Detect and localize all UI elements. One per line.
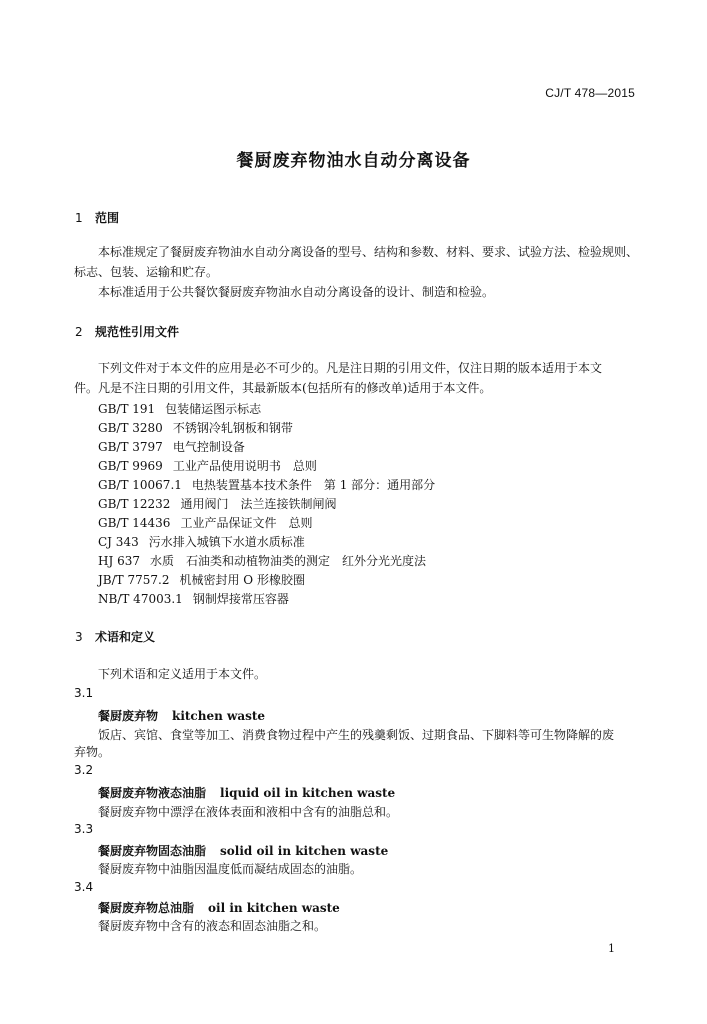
page-number: 1 [608, 942, 615, 955]
standard-code: CJ/T 478—2015 [545, 86, 635, 100]
term-chinese: 餐厨废弃物总油脂 [98, 901, 195, 915]
reference-code: GB/T 12232 [98, 497, 171, 511]
reference-code: GB/T 14436 [98, 516, 171, 530]
term-english: solid oil in kitchen waste [220, 844, 389, 858]
reference-code: GB/T 3797 [98, 440, 163, 454]
term-heading [98, 784, 395, 801]
reference-title: 工业产品保证文件 总则 [180, 516, 313, 530]
reference-title: 水质 石油类和动植物油类的测定 红外分光光度法 [150, 554, 427, 568]
reference-title: 通用阀门 法兰连接铁制闸阀 [180, 497, 337, 511]
reference-title: 机械密封用 O 形橡胶圈 [179, 573, 305, 587]
reference-code: GB/T 10067.1 [98, 478, 182, 492]
term-heading [98, 842, 388, 859]
paragraph-continuation: 标志、包装、运输和贮存。 [74, 265, 219, 279]
reference-title: 污水排入城镇下水道水质标准 [148, 535, 305, 549]
term-chinese: 餐厨废弃物固态油脂 [98, 844, 207, 858]
reference-code: GB/T 191 [98, 402, 156, 416]
reference-title: 钢制焊接常压容器 [192, 592, 289, 606]
reference-title: 电热装置基本技术条件 第 1 部分：通用部分 [191, 478, 436, 492]
reference-item [98, 420, 638, 439]
term-definition: 餐厨废弃物中含有的液态和固态油脂之和。 [98, 919, 327, 933]
term-chinese: 餐厨废弃物液态油脂 [98, 786, 207, 800]
section-title: 范围 [95, 211, 120, 225]
reference-title: 不锈钢冷轧钢板和钢带 [172, 421, 293, 435]
reference-item [98, 458, 638, 477]
section-1-heading [75, 209, 119, 226]
term-english: liquid oil in kitchen waste [220, 786, 396, 800]
reference-code: JB/T 7757.2 [98, 573, 170, 587]
term-definition: 饭店、宾馆、食堂等加工、消费食物过程中产生的残羹剩饭、过期食品、下脚料等可生物降解的废 [98, 728, 615, 742]
paragraph: 本标准规定了餐厨废弃物油水自动分离设备的型号、结构和参数、材料、要求、试验方法、检验规则、 [98, 245, 639, 259]
term-number: 3.1 [74, 686, 94, 700]
section-2-heading [75, 323, 179, 340]
section-number: 3 [75, 630, 83, 644]
paragraph: 本标准适用于公共餐饮餐厨废弃物油水自动分离设备的设计、制造和检验。 [98, 285, 495, 299]
paragraph: 下列文件对于本文件的应用是必不可少的。凡是注日期的引用文件，仅注日期的版本适用于本文 [98, 361, 603, 375]
reference-item [98, 439, 638, 458]
term-definition-continuation: 弃物。 [74, 745, 111, 759]
reference-title: 电气控制设备 [172, 440, 245, 454]
document-title: 餐厨废弃物油水自动分离设备 [236, 151, 471, 171]
term-number: 3.4 [74, 880, 94, 894]
reference-item [98, 553, 638, 572]
section-number: 2 [75, 325, 83, 339]
term-heading [98, 899, 340, 916]
term-number: 3.2 [74, 763, 94, 777]
term-chinese: 餐厨废弃物 [98, 709, 159, 723]
term-english: oil in kitchen waste [208, 901, 340, 915]
term-heading [98, 707, 265, 724]
term-number: 3.3 [74, 822, 94, 836]
reference-item [98, 515, 638, 534]
term-definition: 餐厨废弃物中油脂因温度低而凝结成固态的油脂。 [98, 862, 363, 876]
reference-item [98, 401, 638, 420]
reference-code: GB/T 9969 [98, 459, 163, 473]
reference-code: CJ 343 [98, 535, 139, 549]
term-definition: 餐厨废弃物中漂浮在液体表面和液相中含有的油脂总和。 [98, 805, 399, 819]
term-english: kitchen waste [172, 709, 266, 723]
section-title: 规范性引用文件 [95, 325, 180, 339]
reference-item [98, 477, 638, 496]
reference-item [98, 534, 638, 553]
section-title: 术语和定义 [95, 630, 156, 644]
paragraph-continuation: 件。凡是不注日期的引用文件，其最新版本(包括所有的修改单)适用于本文件。 [74, 381, 492, 395]
reference-item [98, 496, 638, 515]
reference-code: GB/T 3280 [98, 421, 163, 435]
reference-code: HJ 637 [98, 554, 140, 568]
reference-item [98, 591, 638, 610]
paragraph: 下列术语和定义适用于本文件。 [98, 667, 267, 681]
reference-list [98, 401, 638, 610]
reference-title: 工业产品使用说明书 总则 [172, 459, 317, 473]
reference-code: NB/T 47003.1 [98, 592, 183, 606]
reference-item [98, 572, 638, 591]
reference-title: 包装储运图示标志 [165, 402, 262, 416]
section-3-heading [75, 628, 155, 645]
section-number: 1 [75, 211, 83, 225]
